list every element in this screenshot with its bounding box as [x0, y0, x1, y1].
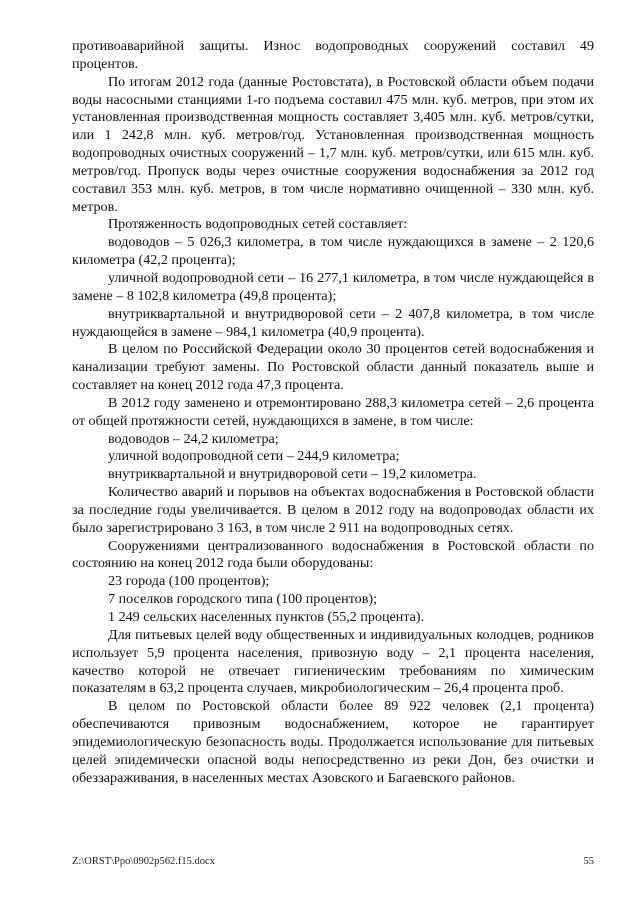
- paragraph-wear-continuation: противоаварийной защиты. Износ водопроводных сооружений составил 49 процентов.: [72, 38, 594, 72]
- paragraph-settlements: 7 поселков городского типа (100 процентов);: [108, 591, 377, 608]
- paragraph-water-mains: водоводов – 5 026,3 километра, в том числе нуждающихся в замене – 2 120,6 километра (42,2 процента);: [72, 234, 594, 269]
- paragraph-network-length-intro: Протяженность водопроводных сетей составляет:: [108, 216, 408, 233]
- paragraph-delivered-water: В целом по Ростовской области более 89 922 человек (2,1 процента) обеспечиваются привозным водоснабжением, которое не гарантирует эпидемиологическую безопасность воды. Продолжается использование для питьевых целей эпидемически опасной воды непосредственно из реки Дон, без очистки и обеззараживания, в населенных местах Азовского и Багаевского районов.: [72, 698, 594, 786]
- paragraph-street-network: уличной водопроводной сети – 16 277,1 километра, в том числе нуждающейся в замене – 8 102,8 километра (49,8 процента);: [72, 269, 594, 304]
- paragraph-replaced-intra-block: внутриквартальной и внутридворовой сети – 19,2 километра.: [108, 466, 477, 483]
- body-text: [72, 38, 594, 787]
- paragraph-water-supply-volume: По итогам 2012 года (данные Ростовстата), в Ростовской области объем подачи воды насосными станциями 1-го подъема составил 475 млн. куб. метров, при этом их установленная производственная мощность составляет 3,405 млн. куб. метров/сутки, или 1 242,8 млн. куб. метров/год. Установленная производственная мощность водопроводных очистных сооружений – 1,7 млн. куб. метров/сутки, или 615 млн. куб. метров/год. Пропуск воды через очистные сооружения водоснабжения за 2012 год составил 353 млн. куб. метров, в том числе нормативно очищенной – 330 млн. куб. метров.: [72, 73, 594, 215]
- paragraph-rural-points: 1 249 сельских населенных пунктов (55,2 процента).: [108, 609, 425, 625]
- paragraph-accidents: Количество аварий и порывов на объектах водоснабжения в Ростовской области за последние годы увеличивается. В целом в 2012 году на водопроводах области их было зарегистрировано 3 163, в том числе 2 911 на водопроводных сетях.: [72, 484, 594, 536]
- paragraph-centralized-supply: Сооружениями централизованного водоснабжения в Ростовской области по состоянию на конец 2012 года были оборудованы:: [72, 537, 594, 572]
- footer-file-path: Z:\ORST\Ppo\0902p562.f15.docx: [72, 856, 215, 867]
- paragraph-intra-block-network: внутриквартальной и внутридворовой сети – 2 407,8 километра, в том числе нуждающейся в замене – 984,1 километра (40,9 процента).: [72, 305, 594, 340]
- paragraph-replaced-mains: водоводов – 24,2 километра;: [108, 430, 279, 447]
- paragraph-replaced-street: уличной водопроводной сети – 244,9 километра;: [108, 448, 400, 465]
- paragraph-replaced-networks: В 2012 году заменено и отремонтировано 288,3 километра сетей – 2,6 процента от общей протяжности сетей, нуждающихся в замене, в том числе:: [72, 394, 594, 429]
- page-number: 55: [583, 856, 594, 867]
- paragraph-cities: 23 города (100 процентов);: [108, 573, 270, 590]
- paragraph-wells-springs: Для питьевых целей воду общественных и индивидуальных колодцев, родников использует 5,9 процента населения, привозную воду – 2,1 процента населения, качество которой не отвечает гигиеническим требованиям по химическим показателям в 63,2 процента случаев, микробиологическим – 26,4 процента проб.: [72, 626, 594, 697]
- paragraph-federation-comparison: В целом по Российской Федерации около 30 процентов сетей водоснабжения и канализации требуют замены. По Ростовской области данный показатель выше и составляет на конец 2012 года 47,3 процента.: [72, 341, 594, 394]
